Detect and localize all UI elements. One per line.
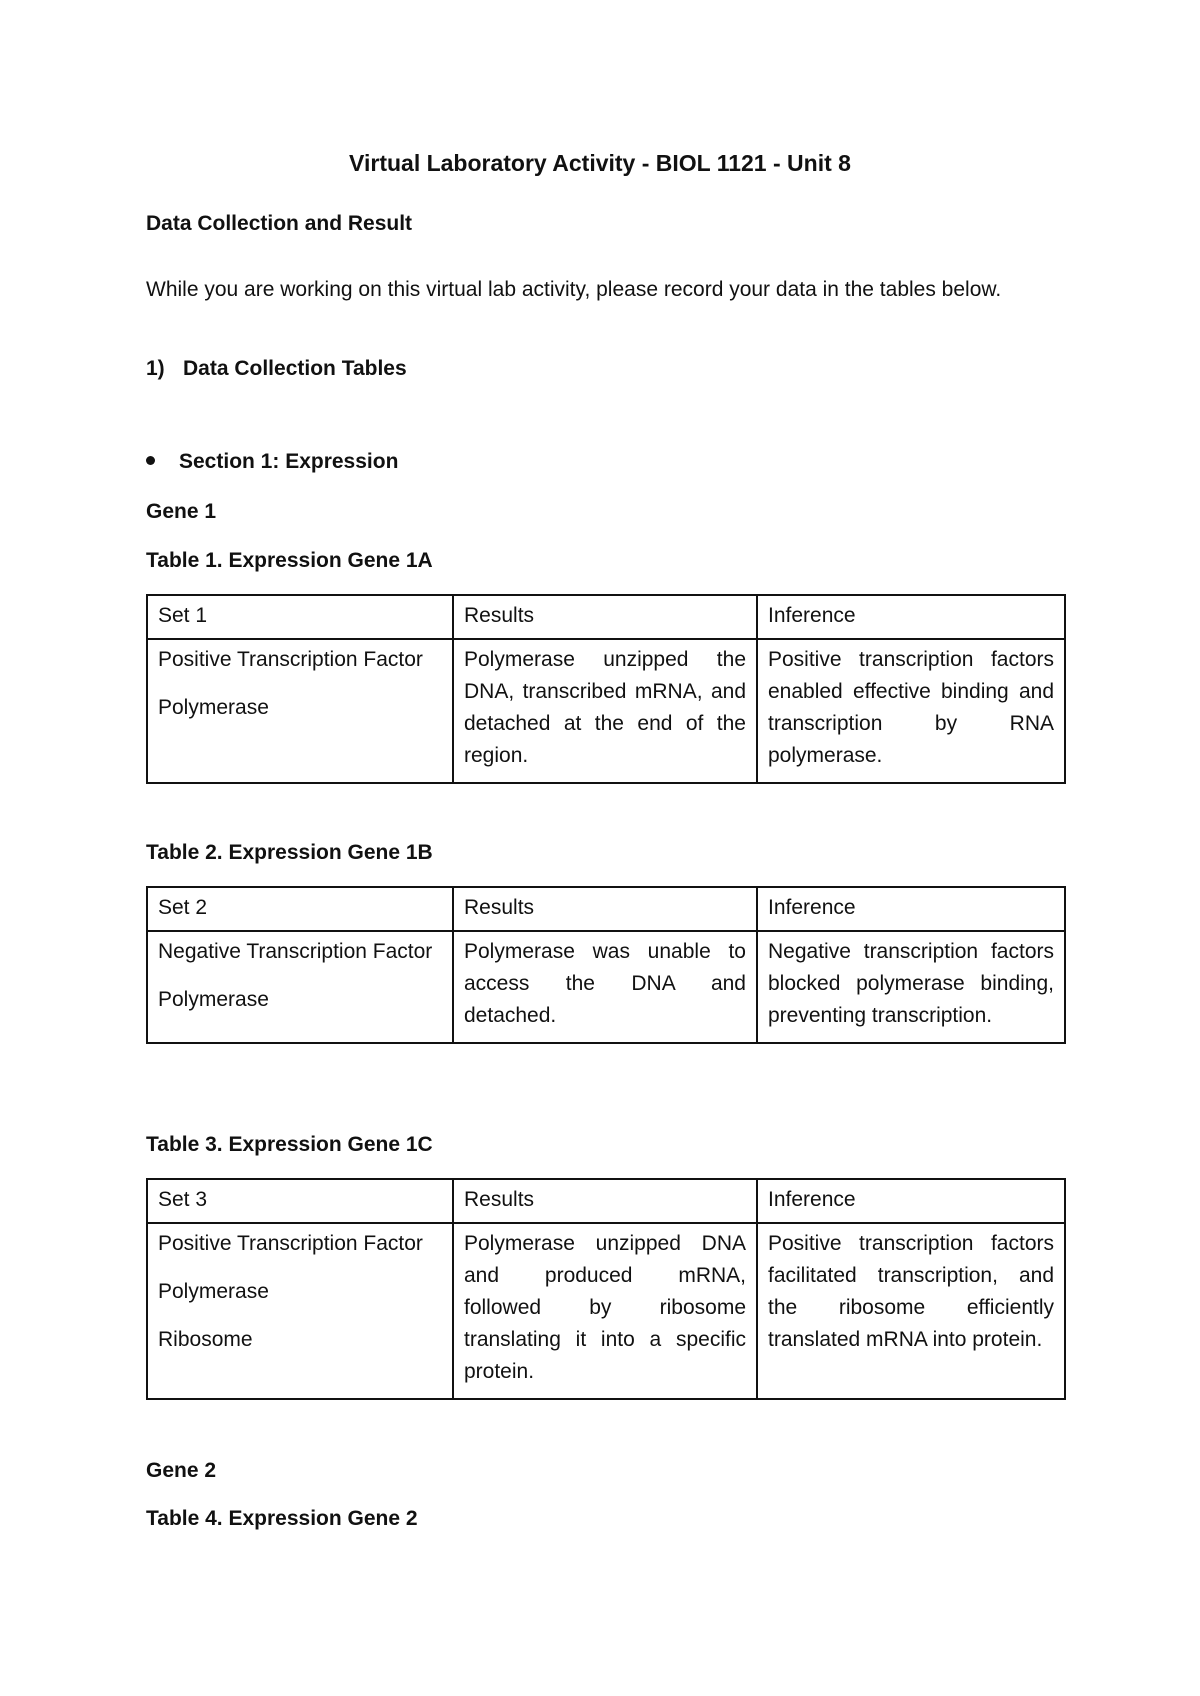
header-cell-set: Set 1	[147, 595, 453, 639]
header-cell-inference: Inference	[757, 887, 1065, 931]
table-header-row	[147, 1179, 1065, 1223]
inference-cell: Positive transcription factors facilitated transcription, and the ribosome efficiently translated mRNA into protein.	[757, 1223, 1065, 1399]
table-row	[147, 639, 1065, 783]
document-title: Virtual Laboratory Activity - BIOL 1121 - Unit 8	[349, 150, 851, 176]
results-cell: Polymerase unzipped the DNA, transcribed mRNA, and detached at the end of the region.	[453, 639, 757, 783]
bullet-heading-label: Section 1: Expression	[179, 450, 399, 473]
header-cell-results: Results	[453, 595, 757, 639]
set-item: Polymerase	[158, 1280, 269, 1303]
bullet-dot-icon	[146, 456, 155, 465]
header-cell-results: Results	[453, 887, 757, 931]
list-number: 1)	[146, 357, 165, 380]
table-expression-gene-1c	[146, 1178, 1066, 1400]
intro-paragraph: While you are working on this virtual lab activity, please record your data in the tables below.	[146, 278, 1002, 301]
header-cell-inference: Inference	[757, 1179, 1065, 1223]
header-cell-set: Set 3	[147, 1179, 453, 1223]
gene1-label: Gene 1	[146, 500, 217, 523]
inference-cell: Negative transcription factors blocked polymerase binding, preventing transcription.	[757, 931, 1065, 1043]
bullet-heading	[146, 450, 398, 474]
header-cell-set: Set 2	[147, 887, 453, 931]
gene2-label: Gene 2	[146, 1459, 217, 1482]
set-item: Ribosome	[158, 1328, 253, 1351]
set-item: Positive Transcription Factor	[158, 1232, 423, 1255]
inference-cell: Positive transcription factors enabled effective binding and transcription by RNA polymerase.	[757, 639, 1065, 783]
set-cell	[147, 1223, 453, 1399]
table1-caption: Table 1. Expression Gene 1A	[146, 549, 433, 572]
table-row	[147, 1223, 1065, 1399]
numbered-heading	[146, 357, 407, 381]
set-item: Polymerase	[158, 696, 269, 719]
set-item: Positive Transcription Factor	[158, 648, 423, 671]
results-cell: Polymerase was unable to access the DNA and detached.	[453, 931, 757, 1043]
table-header-row	[147, 887, 1065, 931]
set-item: Negative Transcription Factor	[158, 940, 433, 963]
table-expression-gene-1b	[146, 886, 1066, 1044]
numbered-heading-label: Data Collection Tables	[183, 357, 407, 380]
section-heading: Data Collection and Result	[146, 212, 413, 235]
results-cell: Polymerase unzipped DNA and produced mRNA, followed by ribosome translating it into a specific protein.	[453, 1223, 757, 1399]
set-cell	[147, 639, 453, 783]
table-expression-gene-1a	[146, 594, 1066, 784]
table3-caption: Table 3. Expression Gene 1C	[146, 1133, 433, 1156]
set-item: Polymerase	[158, 988, 269, 1011]
table-row	[147, 931, 1065, 1043]
table-header-row	[147, 595, 1065, 639]
set-cell	[147, 931, 453, 1043]
header-cell-results: Results	[453, 1179, 757, 1223]
header-cell-inference: Inference	[757, 595, 1065, 639]
table2-caption: Table 2. Expression Gene 1B	[146, 841, 433, 864]
table4-caption: Table 4. Expression Gene 2	[146, 1507, 418, 1530]
